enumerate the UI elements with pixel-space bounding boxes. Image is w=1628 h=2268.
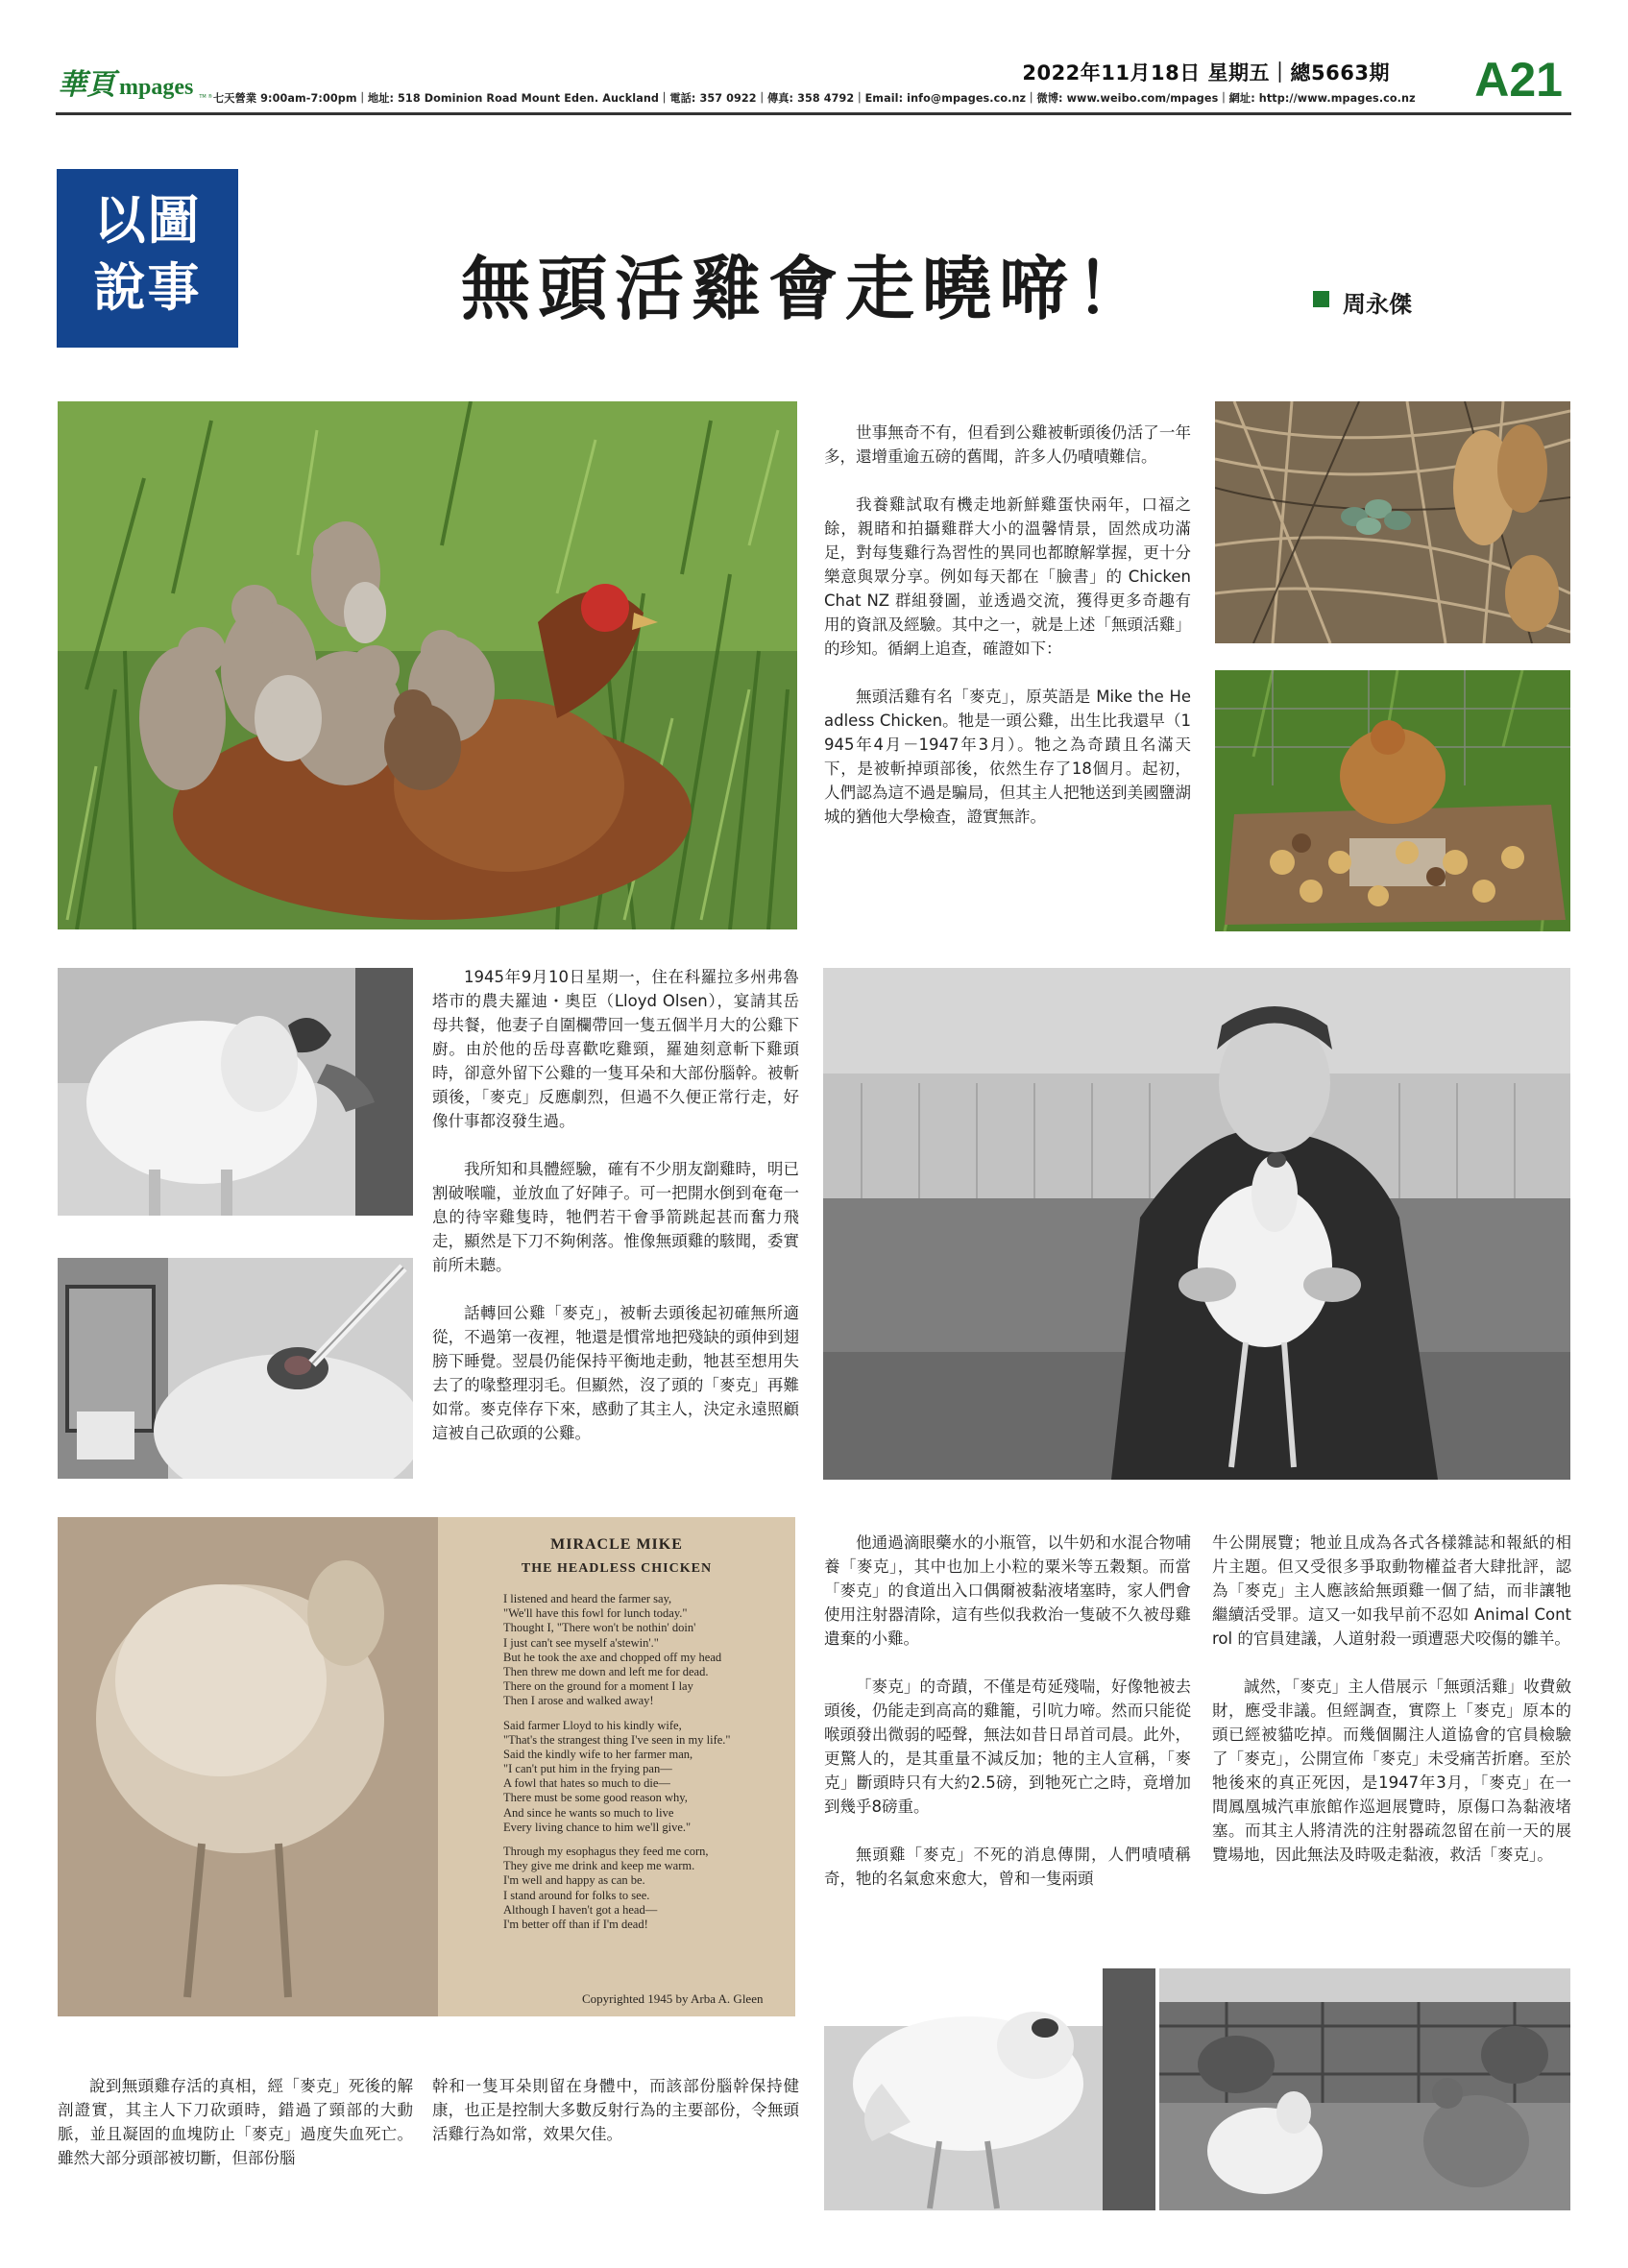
poem-line: But he took the axe and chopped off my head (503, 1650, 722, 1664)
article-block-intro (824, 421, 1191, 829)
article-title: 無頭活雞會走曉啼！ (461, 249, 1154, 329)
poem-line: A fowl that hates so much to die— (503, 1776, 670, 1791)
contact-info-line: 七天營業 9:00am-7:00pm｜地址: 518 Dominion Road Mount Eden. Auckland｜電話: 357 0922｜傳真: 358 4792｜Email: info@mpages.co.nz｜微博: www.weibo.com/mpages｜網址: http://www.mpages.co.nz (213, 92, 1416, 105)
poem-line: I stand around for folks to see. (503, 1888, 650, 1902)
photo-farmer-holding-mike (823, 968, 1570, 1480)
poem-line: "I can't put him in the frying pan— (503, 1762, 672, 1776)
brand-trademark: TM ® (199, 94, 213, 100)
article-block-conclusion (432, 2074, 799, 2146)
author-marker-icon (1313, 291, 1329, 307)
paragraph: 話轉回公雞「麥克」，被斬去頭後起初確無所適從，不過第一夜裡，牠還是慣常地把殘缺的頭伸到翅膀下睡覺。翌晨仍能保持平衡地走動，牠甚至想用失去了的喙整理羽毛。但顯然，沒了頭的「麥克」再難如常。麥克倖存下來，感動了其主人，決定永遠照顧這被自己砍頭的公雞。 (432, 1304, 799, 1442)
photo-feeding-dropper (58, 1258, 413, 1479)
photo-headless-chicken-held (58, 968, 413, 1216)
photo-mike-in-coop (1159, 1968, 1570, 2210)
poem-line: "That's the strangest thing I've seen in my life." (503, 1732, 731, 1747)
photo-hen-feeding-chicks (1215, 670, 1570, 931)
issue-date: 2022年11月18日 星期五｜總5663期 (1022, 61, 1390, 84)
paragraph: 1945年9月10日星期一，住在科羅拉多州弗魯塔市的農夫羅迪・奧臣（Lloyd Olsen），宴請其岳母共餐，他妻子自圍欄帶回一隻五個半月大的公雞下廚。由於他的岳母喜歡吃雞頸，羅廸刻意斬下雞頭時，卻意外留下公雞的一隻耳朵和大部份腦幹。被斬頭後，「麥克」反應劇烈，但過不久便正常行走，好像什事都沒發生過。 (432, 968, 799, 1130)
paragraph: 說到無頭雞存活的真相，經「麥克」死後的解剖證實，其主人下刀砍頭時，錯過了頸部的大動脈，並且凝固的血塊防止「麥克」過度失血死亡。雖然大部分頭部被切斷，但部份腦 (58, 2077, 413, 2167)
paragraph: 我養雞試取有機走地新鮮雞蛋快兩年，口福之餘，親睹和拍攝雞群大小的溫馨情景，固然成功滿足，對每隻雞行為習性的異同也都瞭解掌握，更十分樂意與眾分享。例如每天都在「臉書」的 Chicken Chat NZ 群組發圖，並透過交流，獲得更多奇趣有用的資訊及經驗。其中之一，就是上述「無頭活雞」的珍知。循網上追查，確證如下： (824, 495, 1191, 658)
poem-line: I listened and heard the farmer say, (503, 1592, 672, 1605)
poem-clipping (58, 1517, 795, 2016)
paragraph: 無頭雞「麥克」不死的消息傳開，人們嘖嘖稱奇，牠的名氣愈來愈大，曾和一隻兩頭 (824, 1846, 1191, 1888)
paragraph: 無頭活雞有名「麥克」，原英語是 Mike the Headless Chicken。牠是一頭公雞，出生比我還早（1945年4月－1947年3月）。牠之為奇蹟且名滿天下，是被斬掉頭部後，依然生存了18個月。起初，人們認為這不過是騙局，但其主人把牠送到美國鹽湖城的猶他大學檢查，證實無詐。 (824, 688, 1191, 826)
column-tag-line1: 以圖 (93, 190, 202, 251)
article-block-history (432, 965, 799, 1445)
paragraph: 「麥克」的奇蹟，不僅是苟延殘喘，好像牠被去頭後，仍能走到高高的雞籠，引吭力啼。然而只能從喉頭發出微弱的啞聲，無法如昔日昂首司晨。此外，更驚人的，是其重量不減反加；牠的主人宣稱，「麥克」斷頭時只有大約2.5磅，到牠死亡之時，竟增加到幾乎8磅重。 (824, 1677, 1191, 1816)
poem-lines (503, 1592, 791, 1932)
poem-credit: Copyrighted 1945 by Arba A. Gleen (582, 1991, 764, 2006)
poem-text-panel (438, 1517, 795, 2016)
header-rule (56, 112, 1571, 115)
poem-line: I just can't see myself a'stewin'." (503, 1635, 659, 1650)
article-author: 周永傑 (1343, 291, 1412, 318)
photo-hen-with-chicks (58, 401, 797, 929)
poem-line: Through my esophagus they feed me corn, (503, 1845, 709, 1858)
poem-line: I'm better off than if I'm dead! (503, 1917, 648, 1931)
article-block-care (824, 1531, 1191, 1891)
brand-english: mpages (119, 75, 194, 100)
photo-headless-chicken-standing (58, 1517, 438, 2016)
article-block-controversy (1212, 1531, 1571, 1867)
poem-line: Then threw me down and left me for dead. (503, 1664, 709, 1678)
poem-line: There on the ground for a moment I lay (503, 1679, 693, 1694)
poem-title: MIRACLE MIKE (550, 1536, 683, 1553)
paragraph: 誠然，「麥克」主人借展示「無頭活雞」收費斂財，應受非議。但經調查，實際上「麥克」原本的頭已經被貓吃掉。而幾個關注人道協會的官員檢驗了「麥克」，公開宣佈「麥克」未受痛苦折磨。至於牠後來的真正死因，是1947年3月，「麥克」在一間鳳凰城汽車旅館作巡迴展覽時，原傷口為黏液堵塞。而其主人將清洗的注射器疏忽留在前一天的展覽場地，因此無法及時吸走黏液，救活「麥克」。 (1212, 1677, 1571, 1864)
poem-line: "We'll have this fowl for lunch today." (503, 1606, 688, 1621)
poem-line: And since he wants so much to live (503, 1805, 674, 1820)
poem-line: Then I arose and walked away! (503, 1694, 654, 1708)
paragraph: 他通過滴眼藥水的小瓶管，以牛奶和水混合物哺養「麥克」，其中也加上小粒的粟米等五穀類。而當「麥克」的食道出入口偶爾被黏液堵塞時，家人們會使用注射器清除，這有些似我救治一隻破不久被母雞遺棄的小雞。 (824, 1533, 1191, 1648)
poem-line: Thought I, "There won't be nothin' doin' (503, 1621, 696, 1635)
poem-line: Every living chance to him we'll give." (503, 1820, 692, 1834)
poem-subtitle: THE HEADLESS CHICKEN (521, 1561, 713, 1576)
poem-line: Said farmer Lloyd to his kindly wife, (503, 1718, 682, 1732)
paragraph: 幹和一隻耳朵則留在身體中，而該部份腦幹保持健康，也正是控制大多數反射行為的主要部份，令無頭活雞行為如常，效果欠佳。 (432, 2077, 799, 2143)
poem-line: Said the kindly wife to her farmer man, (503, 1747, 693, 1761)
column-tag (57, 169, 238, 348)
paragraph: 世事無奇不有，但看到公雞被斬頭後仍活了一年多，還增重逾五磅的舊聞，許多人仍嘖嘖難信。 (824, 423, 1191, 466)
masthead-logo (58, 69, 212, 100)
poem-line: They give me drink and keep me warm. (503, 1859, 695, 1873)
poem-line (503, 1835, 791, 1845)
photo-eggs-in-nest (1215, 401, 1570, 643)
poem-line (503, 1709, 791, 1719)
brand-chinese: 華頁 (58, 68, 115, 102)
column-tag-line2: 說事 (93, 257, 202, 318)
paragraph: 我所知和具體經驗，確有不少朋友劏雞時，明已割破喉嚨，並放血了好陣子。可一把開水倒到奄奄一息的待宰雞隻時，牠們若干會爭箭跳起甚而奮力飛走，顯然是下刀不夠俐落。惟像無頭雞的駭聞，委實前所未聽。 (432, 1160, 799, 1274)
photo-headless-chicken-closeup (824, 1968, 1155, 2210)
article-block-autopsy (58, 2074, 413, 2170)
paragraph: 牛公開展覽；牠並且成為各式各樣雜誌和報紙的相片主題。但又受很多爭取動物權益者大肆批評，認為「麥克」主人應該給無頭雞一個了結，而非讓牠繼續活受罪。這又一如我早前不忍如 Animal Control 的官員建議，人道射殺一頭遭惡犬咬傷的雛羊。 (1212, 1533, 1571, 1648)
poem-line: Although I haven't got a head— (503, 1902, 658, 1917)
poem-line: There must be some good reason why, (503, 1791, 688, 1805)
page-number: A21 (1474, 53, 1563, 107)
poem-line: I'm well and happy as can be. (503, 1873, 645, 1888)
